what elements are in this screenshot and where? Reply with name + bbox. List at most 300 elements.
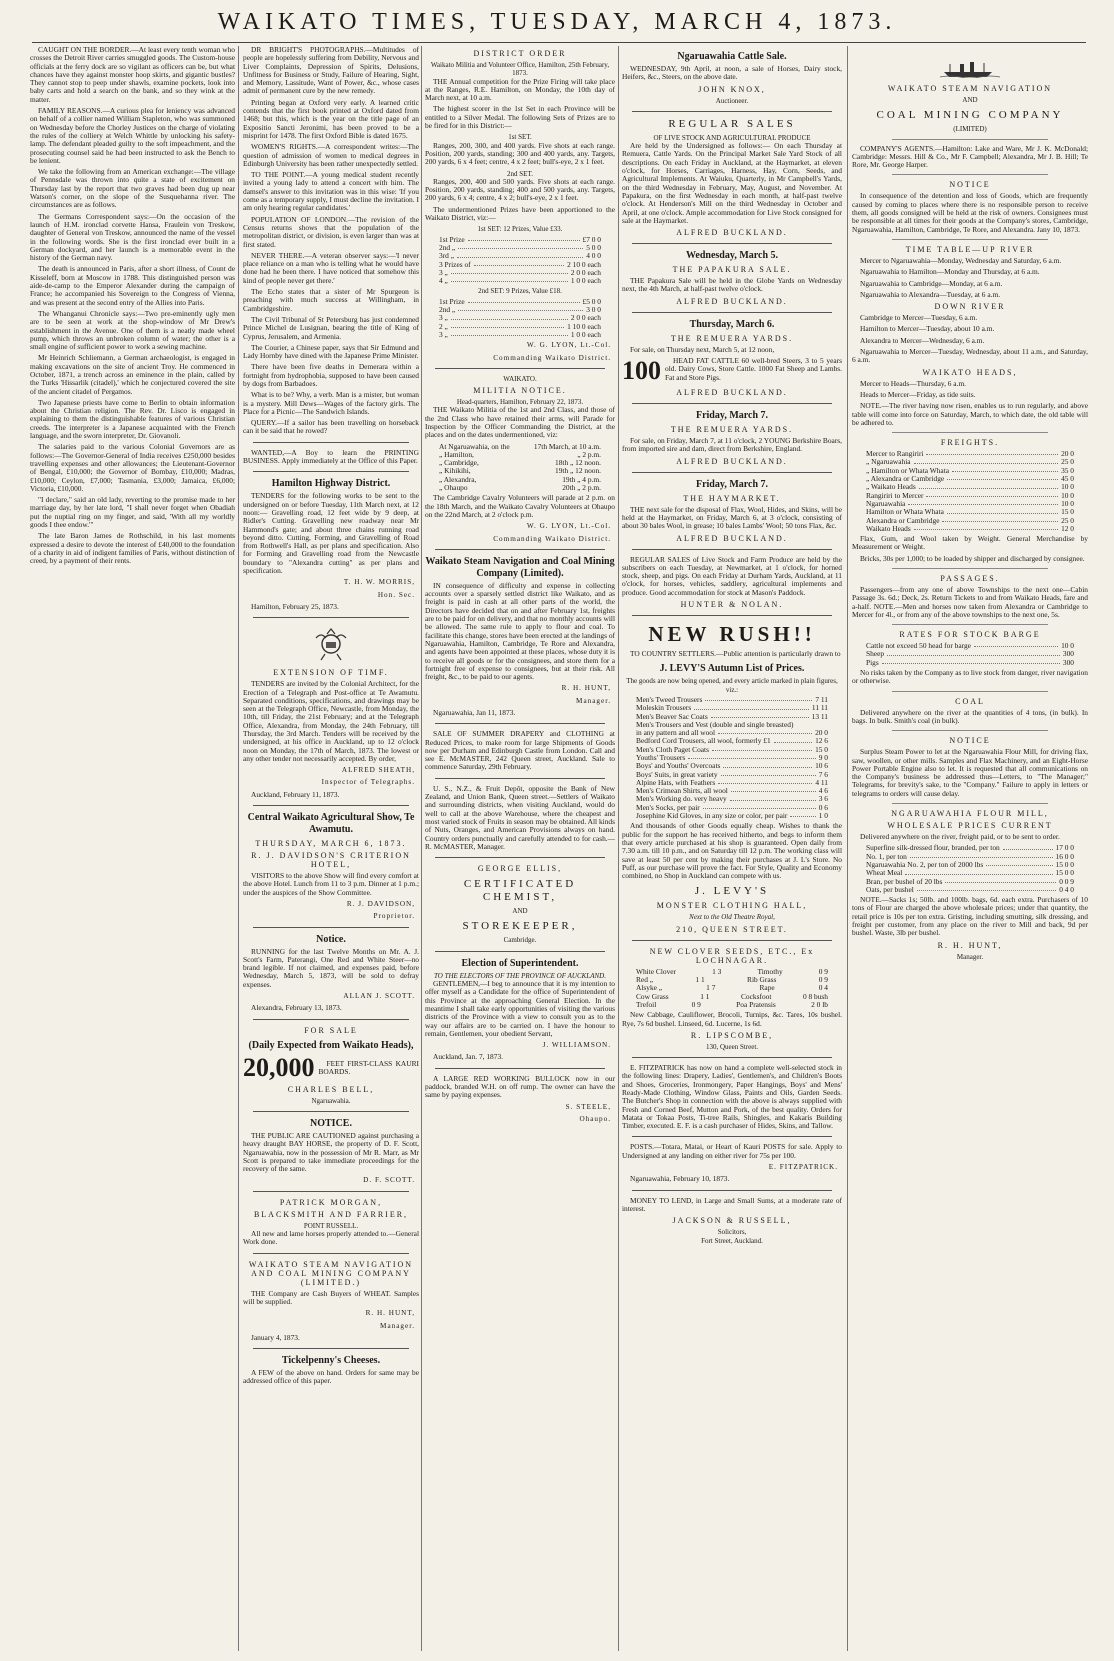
ad-role: Proprietor. xyxy=(373,912,415,921)
list-item: Youths' Trousers 9 0 xyxy=(636,752,828,762)
ad-date: Ngaruawahia, Jan 11, 1873. xyxy=(433,708,516,717)
ad-signature: JOHN KNOX, xyxy=(698,84,766,94)
timetable-line: Ngaruawahia to Mercer—Tuesday, Wednesday, about 11 a.m., and Saturday, 6 a.m. xyxy=(852,347,1088,365)
divider xyxy=(892,730,1048,731)
ad-body: Surplus Steam Power to let at the Ngaruawahia Flour Mill, for driving flax, saw, woollen, or other mills. Samples and Flax Machinery, and an Eight-Horse Power Portable Engine also to let. It is requested that all communications on the Company's business be addressed thus—Letters, to "The Manager;" Telegrams, for brevity's sake, to the "Company." Failure to apply in letters or telegrams to orders will cause delay. xyxy=(852,747,1088,798)
ad-heading: J. LEVY'S Autumn List of Prices. xyxy=(659,663,805,675)
ad-heading: DOWN RIVER xyxy=(934,302,1006,312)
ad-body: For sale, on Friday, March 7, at 11 o'clock, 2 YOUNG Berkshire Boars, from imported sire and dam, direct from Berkshire, England. xyxy=(622,436,842,454)
ad-body: HEAD FAT CATTLE 60 well-bred Steers, 3 to 5 years old. Dairy Cows, Store Cattle. 1000 Fat Sheep and Lambs. Fat and Store Pigs. xyxy=(665,357,842,382)
ad-heading: DISTRICT ORDER xyxy=(473,49,567,58)
seed-price-table xyxy=(632,968,832,1009)
ad-signature: D. F. SCOTT. xyxy=(363,1176,415,1185)
ad-body: All new and lame horses properly attended to.—General Work done. xyxy=(243,1229,419,1247)
divider xyxy=(892,624,1048,625)
list-item: Boys' Suits, in great variety 7 6 xyxy=(636,769,828,779)
table-row: Mercer to Rangiriri 20 0 xyxy=(866,449,1074,459)
column-rule xyxy=(238,46,239,1651)
ad-body: A FEW of the above on hand. Orders for same may be addressed office of this paper. xyxy=(243,1368,419,1386)
ad-body: THE Annual competition for the Prize Firing will take place at the Ranges, R.E. Hamilton, on Monday, the 10th day of March next, at 10 a.m. xyxy=(425,76,615,103)
ad-heading: Notice. xyxy=(316,933,346,945)
ad-body: New Cabbage, Cauliflower, Brocoli, Turnips, &c. Tares, 10s bushel. Rye, 7s 6d bushel. Linseed, 6d. Lucerne, 1s 6d. xyxy=(622,1010,842,1028)
divider xyxy=(632,549,832,550)
list-item: in any pattern and all wool 20 0 xyxy=(636,728,828,738)
ad-place: Cambridge. xyxy=(503,936,537,945)
ad-heading: REGULAR SALES xyxy=(668,117,796,130)
table-row: 2 „ 1 10 0 each xyxy=(439,321,601,331)
timetable-line: Ngaruawahia to Hamilton—Monday and Thursday, at 6 a.m. xyxy=(860,267,1040,277)
list-item: Moleskin Trousers 11 11 xyxy=(636,703,828,713)
ad-body: NOTE.—The river having now risen, enables us to run regularly, and above table will come into force on Saturday, March, to which date, the old table will be adhered to. xyxy=(852,401,1088,427)
ad-heading: Hamilton Highway District. xyxy=(271,478,391,490)
ad-body: SALE OF SUMMER DRAPERY and CLOTHING at Reduced Prices, to make room for large Shipments of Goods now per Durham and Edinburgh Castle from London. Call and see E. McMASTER, 242 Queen street, Auckland. Sale to commence Saturday, 29th February. xyxy=(425,729,615,772)
ad-heading: PASSAGES. xyxy=(940,573,1000,583)
ad-heading: MILITIA NOTICE. xyxy=(473,386,567,396)
ad-signature: R. H. HUNT, xyxy=(561,684,611,693)
price-list xyxy=(632,696,832,820)
ad-heading: J. LEVY'S xyxy=(694,885,770,898)
news-paragraph: Mr Heinrich Schliemann, a German archaeologist, is engaged in making excavations on the site of ancient Troy. He commenced in October, 1871, a trench across an eminence in the plain, called by the Turks 'Hissarlik (citadel),' which he conjectured covered the site of the ancient citadel of Pergamos. xyxy=(30,353,235,396)
divider xyxy=(632,111,832,112)
news-paragraph: The Echo states that a sister of Mr Spurgeon is preaching with much success at Willingham, in Cambridgeshire. xyxy=(243,287,419,313)
stock-rate-table xyxy=(862,642,1078,667)
divider xyxy=(632,1190,832,1191)
news-paragraph: WOMEN'S RIGHTS.—A correspondent writes:—The question of admission of women to medical degrees in Edinburgh University has been rather unexpectedly settled. xyxy=(243,142,419,168)
list-item: Men's Socks, per pair 0 6 xyxy=(636,802,828,812)
masthead-rule xyxy=(32,42,1086,43)
divider xyxy=(253,1111,409,1112)
sale-day: Friday, March 7. xyxy=(695,410,769,422)
table-row: White Clover 1 3 Timothy 0 9 xyxy=(636,966,828,976)
ad-heading: WAIKATO HEADS, xyxy=(922,367,1018,377)
ad-heading: Tickelpenny's Cheeses. xyxy=(281,1355,381,1367)
ad-big-figure: 100 xyxy=(622,357,661,386)
ad-date: Ngaruawahia, February 10, 1873. xyxy=(630,1174,730,1184)
ad-heading: GEORGE ELLIS, xyxy=(477,864,563,874)
news-paragraph: The Whanganui Chronicle says:—Two pre-eminently ugly men are to be seen at work at the shop-window of Mr Drew's establishment in the Avenue. One of them is a neatly made wheel pump, which throws an unbroken column of water; the other is a small engine of sufficient power to work a sewing machine. xyxy=(30,308,235,352)
table-row: Bran, per bushel of 20 lbs 0 0 9 xyxy=(866,876,1074,886)
ad-subheading: The goods are now being opened, and every article marked in plain figures, viz.: xyxy=(626,677,838,694)
table-row: 3 „ 2 0 0 each xyxy=(439,313,601,323)
ad-body: MONEY TO LEND, in Large and Small Sums, at a moderate rate of interest. xyxy=(622,1195,842,1213)
ad-signature: J. WILLIAMSON. xyxy=(542,1041,611,1050)
ad-signature: E. FITZPATRICK. xyxy=(768,1163,838,1172)
ad-date: January 4, 1873. xyxy=(251,1332,300,1342)
company-heading-and: AND xyxy=(962,96,978,104)
table-row: Alexandra or Cambridge 25 0 xyxy=(866,515,1074,525)
ad-subheading: Waikato Militia and Volunteer Office, Hamilton, 25th February, 1873. xyxy=(430,61,610,78)
ad-heading: TIME TABLE—UP RIVER xyxy=(905,244,1035,254)
divider xyxy=(892,239,1048,240)
ad-role: Hon. Sec. xyxy=(377,590,415,599)
ad-signature: ALFRED BUCKLAND. xyxy=(676,456,788,466)
ad-subheading: (Daily Expected from Waikato Heads), xyxy=(248,1039,414,1051)
ad-signature: ALFRED BUCKLAND. xyxy=(676,388,788,398)
parade-table xyxy=(435,443,605,493)
ad-heading: THE REMUERA YARDS. xyxy=(670,333,794,343)
news-paragraph: The death is announced in Paris, after a short illness, of Count de Kisseleff, born at Moscow in 1788. This distinguished person was aide-de-camp to the Emperor Alexander during the campaign of France; he accompanied his Sovereign to the Congress of Vienna, and was present at the second entry of the Allies into Paris. xyxy=(30,264,235,307)
table-row: 1st Prize £7 0 0 xyxy=(439,234,601,244)
ad-heading: THE HAYMARKET. xyxy=(683,493,781,503)
timetable-line: Mercer to Heads—Thursday, 6 a.m. xyxy=(860,378,967,388)
news-paragraph: CAUGHT ON THE BORDER.—At least every tenth woman who crosses the Detroit River carries smuggled goods. The Custom-house officials at the ferry dock are so vigilant as officers can be, but what chances have they against monster hoop skirts, and gigantic bustles? They cannot stop to peep under shawls, examine pockets, look into baby carts and hold a search on the bank, and so they wink at the matter. xyxy=(30,46,235,104)
divider xyxy=(892,691,1048,692)
ad-body: A LARGE RED WORKING BULLOCK now in our paddock, branded W.H. on off rump. The owner can have the same by paying expenses. xyxy=(425,1073,615,1100)
divider xyxy=(632,312,832,313)
news-paragraph: Two Japanese priests have come to Berlin to obtain information about the Christian religion. The Rev. Dr. Lisco is engaged in explaining to them the distinguishable features of various Christian creeds. The interpreter is a Japanese acquainted with the French language, and the sworn interpreter, Dr. Giovanoli. xyxy=(30,397,235,441)
ad-role: Auctioneer. xyxy=(715,96,749,105)
ad-role: Manager. xyxy=(576,696,611,705)
ad-body: Bricks, 30s per 1,000; to be loaded by shipper and discharged by consignee. xyxy=(860,553,1085,563)
divider xyxy=(435,549,605,550)
ad-signature: ALFRED BUCKLAND. xyxy=(676,296,788,306)
list-item: Josephine Kid Gloves, in any size or color, per pair 1 0 xyxy=(636,811,828,821)
table-row: Oats, per bushel 0 4 0 xyxy=(866,884,1074,894)
list-item: Men's Trousers and Vest (double and single breasted) xyxy=(636,719,794,729)
sale-day: Wednesday, March 5. xyxy=(685,250,779,262)
divider xyxy=(435,368,605,369)
ad-heading: RATES FOR STOCK BARGE xyxy=(899,630,1041,640)
ad-date: Auckland, Jan. 7, 1873. xyxy=(433,1052,503,1062)
table-row: Pigs 300 xyxy=(866,657,1074,667)
table-row: Trefoil 0 9 Poa Pratensis 2 0 lb xyxy=(636,999,828,1009)
ad-subheading: Next to the Old Theatre Royal, xyxy=(689,913,775,922)
ad-body: RUNNING for the last Twelve Months on Mr. A. J. Scott's Farm, Paterangi, One Red and White Steer—no brand legible. If not claimed, and expenses paid, before Wednesday, March 5, 1873, will be sold to defray expenses. xyxy=(243,946,419,989)
ad-body: POSTS.—Totara, Matai, or Heart of Kauri POSTS for sale. Apply to Undersigned at any landing on either river for 75s per 100. xyxy=(622,1142,842,1160)
ad-heading: NGARUAWAHIA FLOUR MILL, xyxy=(891,809,1049,819)
table-row: 2nd „ 3 0 0 xyxy=(439,305,601,315)
news-paragraph: NEVER THERE.—A veteran observer says:—'I never place reliance on a man who is telling what he would have done had he been there. I have noticed that somehow this kind of people never get there.' xyxy=(243,250,419,285)
ad-role: Commanding Waikato District. xyxy=(493,353,611,362)
divider xyxy=(632,472,832,473)
divider xyxy=(632,615,832,616)
divider xyxy=(632,1057,832,1058)
ad-date: Hamilton, February 25, 1873. xyxy=(251,601,339,611)
news-paragraph: The Civil Tribunal of St Petersburg has just condemned Prince Michel de Lusignan, bearing the title of King of Cyprus, Jerusalem, and Armenia. xyxy=(243,314,419,341)
timetable-line: Heads to Mercer—Friday, as tide suits. xyxy=(860,389,976,399)
table-row: 2nd „ 5 0 0 xyxy=(439,242,601,252)
table-row: Sheep 300 xyxy=(866,649,1074,659)
ad-role: Manager. xyxy=(956,952,984,961)
table-row: 4 „ 1 0 0 each xyxy=(439,276,601,286)
divider xyxy=(632,940,832,941)
ad-heading: PATRICK MORGAN, xyxy=(279,1197,383,1207)
ad-subheading: AND xyxy=(512,907,528,916)
ad-heading: NOTICE xyxy=(949,180,991,190)
table-row: 1st Prize £5 0 0 xyxy=(439,296,601,306)
ad-body: THE next sale for the disposal of Flax, Wool, Hides, and Skins, will be held at the Haymarket, on Friday, March 6, at 3 o'clock, consisting of about 30 bales Wool, in grease; 10 bales Lambs' Wool; 50 tons Flax, &c. xyxy=(622,504,842,531)
divider xyxy=(253,805,409,806)
ad-body: And thousands of other Goods equally cheap. Wishes to thank the public for the support he has received hitherto, and begs to inform them that every article purchased at his shop is guaranteed. Open daily from 7.30 a.m. till 10 p.m., and on Saturday till 12 p.m. The working class will save at least 50 per cent by making their purchases at J. L's Store. No Puff, as our purchase will prove the fact. For Style, Quality and Economy combined, no Shop in Auckland can compete with us. xyxy=(622,821,842,881)
column-ads-5 xyxy=(852,46,1088,1651)
ad-subheading: 2nd SET. xyxy=(507,169,533,178)
news-paragraph: The Courier, a Chinese paper, says that Sir Edmund and Lady Hornby have dined with the Japanese Prime Minister. xyxy=(243,342,419,361)
news-paragraph: Printing began at Oxford very early. A learned critic contends that the first book printed at Oxford dated from 1468; but this, which is the year on the title page of an Expositio Sancti Jeronimi, has been proved to be a misprint for 1478. The first Oxford Bible is dated 1675. xyxy=(243,97,419,140)
divider xyxy=(892,139,1048,140)
timetable-line: Cambridge to Mercer—Tuesday, 6 a.m. xyxy=(860,313,978,323)
ad-body: IN consequence of difficulty and expense in collecting accounts over a sparsely settled district like Waikato, and as freight is paid in cash at all other parts of the world, the Directors have decided that on and after February 1st, freights are to be paid for on delivery, and that no monthly accounts will be allowed. The same rule to apply to flour and coal. To facilitate this change, stores have been erected at the landings of Ngaruawahia, Hamilton, Cambridge, Te Rore and Alexandra, and agents have been appointed at these places, whose duty it is to receive all goods or for the consignees, and store them for a fortnight free of expense to consignees, but at their risk. All freight, &c., to be paid to our agents. xyxy=(425,580,615,682)
flour-price-table xyxy=(862,844,1078,894)
ad-role: Inspector of Telegraphs. xyxy=(321,778,415,787)
table-row: Waikato Heads 12 0 xyxy=(866,523,1074,533)
ad-subheading: Head-quarters, Hamilton, February 22, 1873. xyxy=(456,398,584,407)
ad-subheading: R. J. DAVIDSON'S CRITERION HOTEL, xyxy=(251,851,411,870)
divider xyxy=(253,442,409,443)
ad-body: VISITORS to the above Show will find every comfort at the above Hotel. Lunch from 11 to 3 p.m. Dinner at 1 p.m.; under the auspices of the Show Committee. xyxy=(243,871,419,897)
prize-table xyxy=(435,298,605,339)
table-row: „ Ohaupo 20th „ 2 p.m. xyxy=(439,483,601,493)
list-item: Boys' and Youths' Overcoats 10 6 xyxy=(636,761,828,771)
ad-body: The highest scorer in the 1st Set in each Province will be entitled to a Silver Medal. The following Sets of Prizes are to be fired for in this District:— xyxy=(425,104,615,131)
column-ads-3 xyxy=(425,46,615,1651)
divider xyxy=(435,1068,605,1069)
ad-body: The Cambridge Cavalry Volunteers will parade at 2 p.m. on the 18th March, and the Waikato Cavalry Volunteers at Ohaupo on the 22nd March, at 2 o'clock p.m. xyxy=(425,493,615,519)
table-row: Cow Grass 1 1 Cocksfoot 0 8 bush xyxy=(636,991,828,1001)
ad-address: Fort Street, Auckland. xyxy=(701,1236,763,1245)
divider xyxy=(632,1136,832,1137)
table-row: Ngaruawahia No. 2, per ton of 2000 lbs 15 0 0 xyxy=(866,859,1074,869)
column-rule xyxy=(421,46,422,1651)
freight-table xyxy=(862,450,1078,533)
ad-signature: S. STEELE, xyxy=(565,1102,611,1111)
ad-signature: ALFRED BUCKLAND. xyxy=(676,228,788,238)
ad-body: Delivered anywhere on the river at the quantities of 4 tons, (in bulk). In bags. In bulk. Smith's coal (in bulk). xyxy=(852,707,1088,725)
list-item: Men's Cloth Paget Coats 15 0 xyxy=(636,744,828,754)
divider xyxy=(253,1348,409,1349)
divider xyxy=(892,568,1048,569)
ad-kicker: WAIKATO. xyxy=(503,374,537,383)
table-row: „ Alexandra or Cambridge 45 0 xyxy=(866,474,1074,484)
table-row: Rangiriri to Mercer 10 0 xyxy=(866,490,1074,500)
ad-headline: NEW RUSH!! xyxy=(648,622,816,647)
ad-subheading: MONSTER CLOTHING HALL, xyxy=(656,901,808,911)
company-ltd: (LIMITED) xyxy=(953,125,987,134)
ad-heading: EXTENSION OF TIMF. xyxy=(273,668,389,678)
news-paragraph: There have been five deaths in Demerara within a fortnight from hydrophobia, supposed to have been caused by dogs from Barbadoes. xyxy=(243,362,419,388)
divider xyxy=(632,243,832,244)
ad-heading: FOR SALE xyxy=(304,1025,358,1035)
table-row: Hamilton or Whata Whata 15 0 xyxy=(866,507,1074,517)
prize-table-title: 1st SET: 12 Prizes, Value £33. xyxy=(477,225,563,234)
table-row: No. 1, per ton 16 0 0 xyxy=(866,851,1074,861)
divider xyxy=(435,723,605,724)
ad-subheading: BLACKSMITH AND FARRIER, xyxy=(253,1209,409,1219)
table-row: „ Hamilton, „ 2 p.m. xyxy=(439,449,601,459)
divider xyxy=(892,174,1048,175)
ad-subheading: CERTIFICATED CHEMIST, xyxy=(463,878,577,904)
steamship-icon xyxy=(940,60,1000,78)
ad-heading: Central Waikato Agricultural Show, Te Awamutu. xyxy=(247,812,415,836)
news-paragraph: TO THE POINT.—A young medical student recently invited a young lady to attend a concert with him. The damsel's answer to this invitation was in this wise: 'If you come as a temporary supply, I must decline the invitation. I am only hearing regular candidates.' xyxy=(243,170,419,213)
column-ads-4 xyxy=(622,46,842,1651)
divider xyxy=(253,927,409,928)
ad-body: THE Papakura Sale will be held in the Globe Yards on Wednesday next, the 4th March, at half-past twelve o'clock. xyxy=(622,276,842,294)
ad-place: Ohaupo. xyxy=(579,1114,611,1123)
ad-signature: R. H. HUNT, xyxy=(365,1309,415,1318)
table-row: „ Waikato Heads 10 0 xyxy=(866,482,1074,492)
divider xyxy=(435,778,605,779)
table-row: 3 „ 2 0 0 each xyxy=(439,267,601,277)
ad-subheading: TO THE ELECTORS OF THE PROVINCE OF AUCKLAND. xyxy=(434,971,606,980)
news-paragraph: The Germans Correspondent says:—On the occasion of the launch of H.M. ironclad corvette Hansa, Fraulein von Treskow, daughter of General von Treskow, announced the name of the vessel in the following words. She is the first ironclad ever built in a German dockyard, and her launch is a memorable event in the history of the German navy. xyxy=(30,211,235,263)
list-item: Bedford Cord Trousers, all wool, formerly £1 12 6 xyxy=(636,736,828,746)
divider xyxy=(253,471,409,472)
ad-heading: WAIKATO STEAM NAVIGATION AND COAL MINING COMPANY (LIMITED.) xyxy=(248,1259,414,1287)
list-item: Alpine Hats, with Feathers 4 11 xyxy=(636,777,828,787)
table-row: Alsyke „ 1 7 Rape 0 4 xyxy=(636,983,828,993)
ad-body: E. FITZPATRICK has now on hand a complete well-selected stock in the following lines: Drapery, Ladies', Gentlemen's, and Children's Boots and Shoes, Groceries, Ironmongery, Paper Hangings, Boys' and Mens' Ready-Made Clothing, Window Glass, Paints and Oils, Garden Seeds. The Butcher's Shop in connection with the above is always supplied with Fresh and Corned Beef, Mutton and Pork, of the best quality. Orders for Matata or Tokaa Posts, Ti-tree Rails, Shingles, and Kakaris Building Timber, executed. E. F. is a cash purchaser of Hides, Skins, and Tallow. xyxy=(622,1063,842,1131)
table-row: „ Cambridge, 18th „ 12 noon. xyxy=(439,458,601,468)
table-row: At Ngaruawahia, on the 17th March, at 10 a.m. xyxy=(439,441,601,451)
table-row: Wheat Meal 15 0 0 xyxy=(866,868,1074,878)
timetable-line: Mercer to Ngaruawahia—Monday, Wednesday and Saturday, 6 a.m. xyxy=(860,255,1062,265)
column-news-1 xyxy=(30,46,235,1651)
table-row: Ngaruawahia 10 0 xyxy=(866,498,1074,508)
ad-role: Ngaruawahia. xyxy=(311,1096,351,1105)
list-item: Men's Working do. very heavy 3 6 xyxy=(636,794,828,804)
divider xyxy=(435,857,605,858)
divider xyxy=(632,403,832,404)
ad-date: Auckland, February 11, 1873. xyxy=(251,789,340,799)
ad-signature: CHARLES BELL, xyxy=(287,1084,375,1094)
ad-body: Are held by the Undersigned as follows:— On each Thursday at Remuera, Cattle Yards. On the Principal Market Sale Yard Stock of all descriptions. On each Friday in Auckland, at the Haymarket, at eleven o'clock, for Horses, Carriages, Harness, Hay, Corn, Seeds, and Agricultural Implements. At Waiuku, Quarterly, in Mr Campbell's Yards, on the third Wednesday in February, May, August, and November. At Papakura, on the first Wednesday in each month, at half-past twelve o'clock. At Henderson's Mill on the third Wednesday in October and April, at one o'clock. Ample accommodation for Live Stock consigned for sale at the Haymarket. xyxy=(622,141,842,225)
ad-body: THE Waikato Militia of the 1st and 2nd Class, and those of the 2nd Class who have retained their arms, will Parade for Inspection by the Officer Commanding the District, at the places and on the dates undermentioned, viz: xyxy=(425,405,615,440)
ad-body: Ranges, 200, 400 and 500 yards. Five shots at each range. Position, 200 yards, standing; 400 and 500 yards, any. Targets, 200 yards, 6 x 4; centre, 4 x 2; bull's-eye, 2 x 1 feet. xyxy=(425,176,615,203)
news-paragraph: "I declare," said an old lady, reverting to the promise made to her marriage day, by her late lord, "I shall never forget when Obadiah put the nuptial ring on my finger, and said, 'With all my worldly goods I thee endow.'" xyxy=(30,495,235,530)
ad-heading: Ngaruawahia Cattle Sale. xyxy=(677,51,787,62)
news-paragraph: DR BRIGHT'S PHOTOGRAPHS.—Multitudes of people are hopelessly suffering from Debility, Nervous and Liver Complaints, Depression of Spirits, Delusions, Unfitness for Business or Study, Failure of Hearing, Sight, and Memory, Lassitude, Want of Power, &c., whose cases admit of permanent cure by the new remedy. xyxy=(243,46,419,96)
ad-body: Ranges, 200, 300, and 400 yards. Five shots at each range. Position, 200 yards, standing; 300 and 400 yards, any. Targets, 200 yards, 6 x 4 feet; centre, 4 x 2 feet; bull's-eye, 2 x 1 feet. xyxy=(425,140,615,167)
ad-big-figure: 20,000 xyxy=(243,1053,315,1082)
ad-signature: R. LIPSCOMBE, xyxy=(690,1030,774,1040)
wanted-ad: WANTED,—A Boy to learn the PRINTING BUSINESS. Apply immediately at the Office of this Paper. xyxy=(243,447,419,466)
ad-body: COMPANY'S AGENTS.—Hamilton: Lake and Ware, Mr J. K. McDonald; Cambridge: Messrs. Hill & Co., Mr F. Campbell; Alexandra, Mr J. B. Hill; Te Rore, Mr. George Harper. xyxy=(852,143,1088,170)
table-row: „ Ngaruawahia 25 0 xyxy=(866,457,1074,467)
ad-heading: FREIGHTS. xyxy=(940,438,1000,448)
ad-body: The undermentioned Prizes have been apportioned to the Waikato District, viz:— xyxy=(425,204,615,223)
list-item: Men's Tweed Trousers 7 11 xyxy=(636,694,828,704)
ad-body: Delivered anywhere on the river, freight paid, or to be sent to order. xyxy=(860,832,1060,842)
table-row: Superfine silk-dressed flour, branded, per ton 17 0 0 xyxy=(866,843,1074,853)
ad-subheading: THURSDAY, MARCH 6, 1873. xyxy=(255,839,407,849)
timetable-line: Ngaruawahia to Alexandra—Tuesday, at 6 a.m. xyxy=(860,289,1001,299)
ad-heading: NEW CLOVER SEEDS, ETC., Ex LOCHNAGAR. xyxy=(649,946,815,965)
table-row: Cattle not exceed 50 head for barge 10 0 xyxy=(866,641,1074,651)
ad-date: Alexandra, February 13, 1873. xyxy=(251,1003,342,1013)
ad-body: U. S., N.Z., & Fruit Depôt, opposite the Bank of New Zealand, and Union Bank, Queen street.—Settlers of Waikato and surrounding districts, when visiting Auckland, would do well to call at the above Warehouse, where the cheapest and most varied stock of Fruits in season may be obtained. All kinds of Nuts, Oranges, and American Provisions always on hand. Country orders punctually and carefully attended to for cash.—R. McMASTER, Manager. xyxy=(425,783,615,851)
news-paragraph: What is to be? Why, a verb. Man is a mister, but woman is a mystery. Mill Dews—Wages of the factory girls. The Place for a Picnic—The Sandwich Islands. xyxy=(243,390,419,416)
news-paragraph: We take the following from an American exchange:—The village of Pennsdale was thrown into quite a state of excitement on Thursday last by the report that two graves had been dug up near Watson's corner, on the slope of the Susquehanna river. The circumstances are as follows. xyxy=(30,167,235,210)
divider xyxy=(435,951,605,952)
royal-crest-icon xyxy=(311,624,351,664)
company-heading: WAIKATO STEAM NAVIGATION xyxy=(887,84,1053,93)
divider xyxy=(892,803,1048,804)
ad-signature: T. H. W. MORRIS, xyxy=(343,578,415,587)
sale-day: Friday, March 7. xyxy=(695,478,769,490)
ad-heading: THE PAPAKURA SALE. xyxy=(672,265,792,275)
table-row: 3 Prizes of 2 10 0 each xyxy=(439,259,601,269)
table-row: 3 „ 1 0 0 each xyxy=(439,329,601,339)
ad-heading: NOTICE xyxy=(949,736,991,746)
ad-body: REGULAR SALES of Live Stock and Farm Produce are held by the subscribers on each Tuesday, at Newmarket, at 1 o'clock, for horned stock, sheep, and pigs. On each Friday at Durham Yards, Auckland, at 11 o'clock, for horses, vehicles, saddlery, agricultural implements and produce. Good accommodation for stock at Mason's Paddock. xyxy=(622,554,842,597)
ad-signature: W. G. LYON, Lt.-Col. xyxy=(526,522,611,531)
table-row: „ Hamilton or Whata Whata 35 0 xyxy=(866,465,1074,475)
ad-signature: ALLAN J. SCOTT. xyxy=(343,992,415,1001)
divider xyxy=(892,432,1048,433)
ad-role: Manager. xyxy=(380,1321,415,1330)
ad-heading: Election of Superintendent. xyxy=(461,957,579,969)
divider xyxy=(253,617,409,618)
news-paragraph: POPULATION OF LONDON.—The revision of the Census returns shows that the population of the metropolitan district, or division, is even larger than was at first stated. xyxy=(243,214,419,249)
ad-role: Commanding Waikato District. xyxy=(493,534,611,543)
ad-body: For sale, on Thursday next, March 5, at 12 noon, xyxy=(630,344,775,354)
list-item: Men's Beaver Sac Coats 13 11 xyxy=(636,711,828,721)
divider xyxy=(253,1191,409,1192)
ad-body: THE PUBLIC ARE CAUTIONED against purchasing a heavy draught BAY HORSE, the property of D. F. Scott, Ngaruawahia, now in the possession of Mr R. Marr, as Mr Scott is prepared to take immediate proceedings for the recovery of the same. xyxy=(243,1130,419,1174)
ad-body: WEDNESDAY, 9th April, at noon, a sale of Horses, Dairy stock, Heifers, &c., Steers, on the above date. xyxy=(622,64,842,82)
table-row: „ Alexandra, 19th „ 4 p.m. xyxy=(439,474,601,484)
ad-signature: HUNTER & NOLAN. xyxy=(680,600,784,610)
ad-body: In consequence of the detention and loss of Goods, which are frequently caused by coming to places where there is no responsible person to receive them, all goods consigned will be held at the risk of owners. Consignees must be responsible at all times for their goods at the Company's stores, Cambridge, Ngaruawahia, Hamilton, Cambridge, Te Rore, and Alexandra. Jany 10, 1873. xyxy=(852,191,1088,234)
divider xyxy=(253,1019,409,1020)
column-rule xyxy=(847,46,848,1651)
list-item: Men's Crimean Shirts, all wool 4 6 xyxy=(636,786,828,796)
news-paragraph: The late Baron James de Rothschild, in his last moments expressed a desire to devote the interest of £40,000 to the foundation of a charity in aid of indigent families of Paris, without distinction of creed, by a payment of their rents. xyxy=(30,531,235,566)
ad-address: 210, QUEEN STREET. xyxy=(676,924,788,934)
ad-heading: COAL xyxy=(955,696,985,706)
company-heading: COAL MINING COMPANY xyxy=(876,109,1064,122)
divider xyxy=(253,1253,409,1254)
column-rule xyxy=(618,46,619,1651)
ad-signature: ALFRED BUCKLAND. xyxy=(676,533,788,543)
sale-day: Thursday, March 6. xyxy=(689,318,775,330)
timetable-line: Hamilton to Mercer—Tuesday, about 10 a.m. xyxy=(860,324,995,334)
ad-signature: R. J. DAVIDSON, xyxy=(346,899,415,908)
ad-body: No risks taken by the Company as to live stock from danger, river navigation or otherwise. xyxy=(852,668,1088,686)
timetable-line: Ngaruawahia to Cambridge—Monday, at 6 a.m. xyxy=(860,278,1003,288)
column-news-2 xyxy=(243,46,419,1651)
ad-body: FEET FIRST-CLASS KAURI BOARDS. xyxy=(318,1058,419,1076)
prize-table xyxy=(435,236,605,286)
ad-place: POINT RUSSELL. xyxy=(303,1221,359,1230)
ad-body: THE Company are Cash Buyers of WHEAT. Samples will be supplied. xyxy=(243,1288,419,1306)
ad-body: TO COUNTRY SETTLERS.—Public attention is particularly drawn to xyxy=(630,649,841,659)
ad-subheading: STOREKEEPER, xyxy=(462,920,578,933)
masthead-title: WAIKATO TIMES, TUESDAY, MARCH 4, 1873. xyxy=(217,9,897,35)
table-row: Red „ 1 1 Rib Grass 0 9 xyxy=(636,975,828,985)
ad-heading: NOTICE. xyxy=(310,1117,352,1129)
ad-role: Solicitors, xyxy=(717,1228,747,1237)
ad-heading: THE REMUERA YARDS. xyxy=(670,425,794,435)
ad-body: GENTLEMEN,—I beg to announce that it is my intention to offer myself as a Candidate for the office of Superintendent of this Province at the approaching General Election. In the meantime I shall take early opportunities of visiting the various districts of the Province with a view to consult you as to the way our affairs are to be carried on. I have the honour to remain, Gentlemen, your obedient Servant, xyxy=(425,979,615,1038)
ad-body: TENDERS are invited by the Colonial Architect, for the Erection of a Telegraph and Post-office at Te Awamutu. Separated conditions, specifications, and drawings may be seen at the Telegraph Office, Newcastle, from Monday, the 10th, till Friday, the 21st February; and at the Telegraph Office, Alexandra, from Monday, the 24th February, till Thursday, the 3rd March. Tenders will be received by the undersigned, at his office in Auckland, up to 12 o'clock noon on Monday, the 17th of March, 1873. The lowest or any other tender not necessarily accepted. By order, xyxy=(243,679,419,763)
ad-body: TENDERS for the following works to be sent to the undersigned on or before Tuesday, 11th March next, at 12 noon:— Gravelling road, 12 feet wide by 9 deep, at Ridler's Cutting. Gravelling new roadway near Mr Hammond's gate; and about three chains running road beyond ditto. Cutting, Forming, and Gravelling of Road from Rothwell's Hall, as per plans and specification. Also for Forming and Gravelling road from the Newcastle boundary to "Alexandra cutting" as per plans and specification. xyxy=(243,491,419,576)
ad-subheading: WHOLESALE PRICES CURRENT xyxy=(887,821,1053,831)
news-paragraph: QUERY.—If a sailor has been travelling on horseback can it be said that he rowed? xyxy=(243,418,419,436)
table-row: 3rd „ 4 0 0 xyxy=(439,251,601,261)
ad-body: NOTE.—Sacks 1s; 50lb. and 100lb. bags, 6d. each extra. Purchasers of 10 tons of Flour are charged the above wholesale prices; under that quantity, the retail price is 10s per ton extra. Gristing, including smutting, silk dressing, and freight per customer, from any place on the river to Mill and back, 9d per bushel. Waste, 3lb per bushel. xyxy=(852,895,1088,938)
news-paragraph: The salaries paid to the various Colonial Governors are as follows:—The Governor-General of India receives £250,000 besides travelling expenses and other allowances; the Lieutenant-Governor of Bengal, £10,000; the Governor of Bombay, £10,000; Madras, £10,000; Ceylon, £7,000; Tasmania, £3,000; Jamaica, £6,000; Victoria, £10,000. xyxy=(30,442,235,493)
news-paragraph: FAMILY REASONS.—A curious plea for leniency was advanced on behalf of a collier named William Stapleton, who was summoned on Wednesday before the Chorley Justices on the charge of violating the rules of the colliery at Welch Whittle by unlocking his safety-lamp. The defendant pleaded guilty to the soft impeachment, and the prosecuting counsel said he had been instructed to ask the Bench to be lenient. xyxy=(30,106,235,165)
ad-signature: R. H. HUNT, xyxy=(937,940,1003,950)
ad-signature: ALFRED SHEATH, xyxy=(341,766,415,775)
ad-signature: JACKSON & RUSSELL, xyxy=(672,1216,792,1226)
ad-address: 130, Queen Street. xyxy=(705,1042,759,1051)
table-row: „ Kihikihi, 19th „ 12 noon. xyxy=(439,466,601,476)
timetable-line: Alexandra to Mercer—Wednesday, 6 a.m. xyxy=(860,335,985,345)
ad-signature: W. G. LYON, Lt.-Col. xyxy=(526,341,611,350)
ad-body: Passengers—from any one of above Townships to the next one—Cabin Passage 3s. 6d.; Deck, 2s. Return Tickets to and from Waikato Heads, fare and a-half. NOTE.—Men and horses now taken from Alexandra or Cambridge to Mercer for 4l., or from any of the above townships to the next one, 5s. xyxy=(852,584,1088,619)
